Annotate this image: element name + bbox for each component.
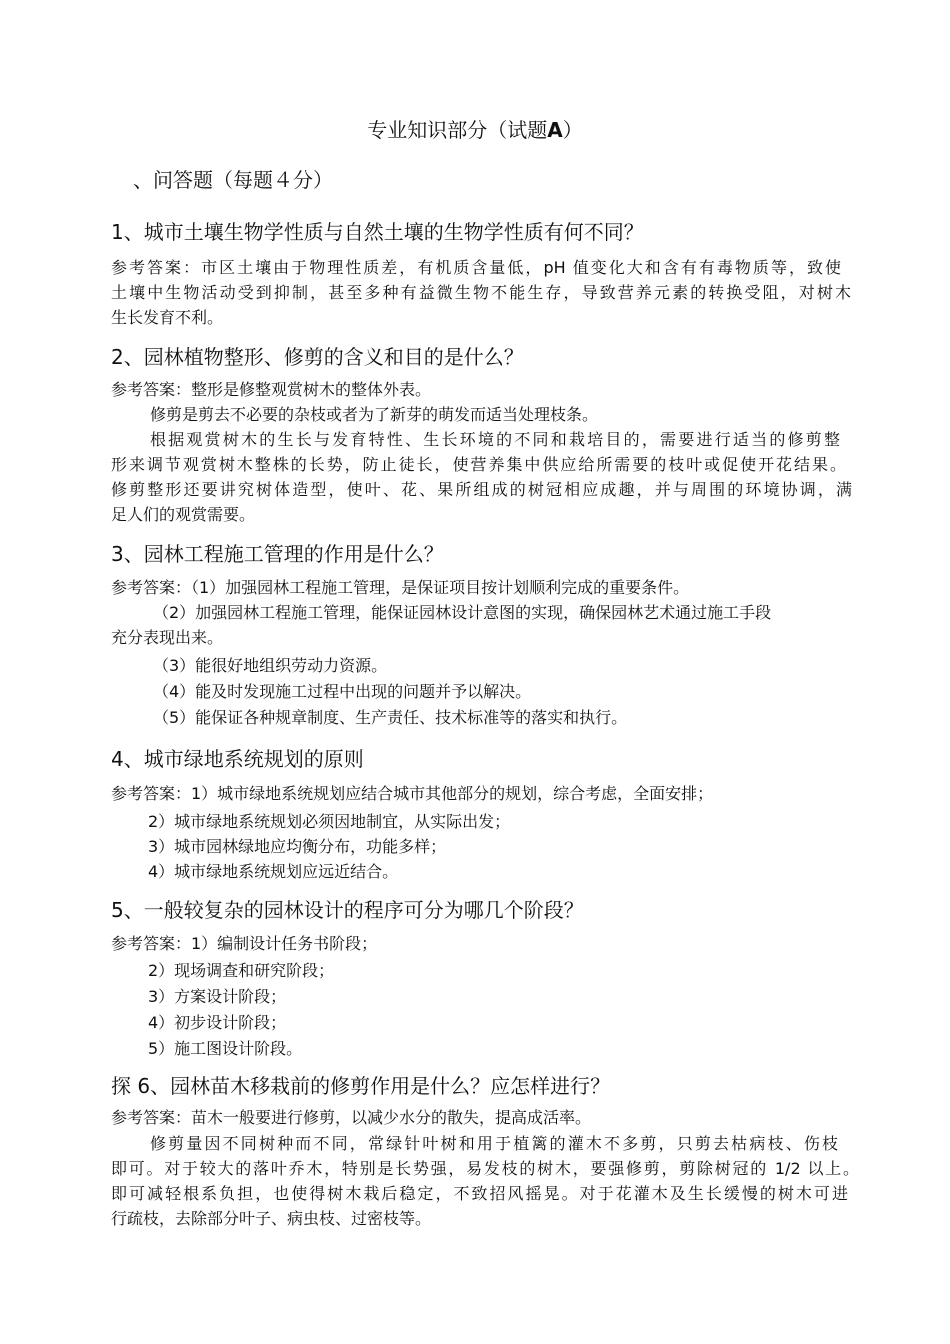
answer-3-line-2: （2）加强园林工程施工管理，能保证园林设计意图的实现，确保园林艺术通过施工手段 bbox=[153, 603, 772, 622]
question-5: 5、一般较复杂的园林设计的程序可分为哪几个阶段？ bbox=[111, 898, 584, 922]
answer-2-line-6: 足人们的观赏需要。 bbox=[111, 505, 256, 524]
question-6: 探 6、园林苗木移栽前的修剪作用是什么？应怎样进行？ bbox=[111, 1074, 611, 1098]
answer-2-line-2: 修剪是剪去不必要的杂枝或者为了新芽的萌发而适当处理枝条。 bbox=[150, 405, 599, 424]
title-text: 专业知识部分（试题 bbox=[367, 118, 548, 142]
answer-6-line-2: 修剪量因不同树种而不同，常绿针叶树和用于植篱的灌木不多剪，只剪去枯病枝、伤枝 bbox=[150, 1134, 838, 1153]
section-heading: 、问答题（每题４分） bbox=[133, 168, 333, 192]
question-3: 3、园林工程施工管理的作用是什么？ bbox=[111, 542, 444, 566]
answer-3-line-3: 充分表现出来。 bbox=[111, 628, 224, 647]
question-1: 1、城市土壤生物学性质与自然土壤的生物学性质有何不同？ bbox=[111, 220, 644, 244]
answer-2-line-1: 参考答案：整形是修整观赏树木的整体外表。 bbox=[111, 380, 432, 399]
answer-6-line-4: 即可减轻根系负担，也使得树木栽后稳定，不致招风摇晃。对于花灌木及生长缓慢的树木可进 bbox=[111, 1184, 848, 1203]
answer-2-line-4: 形来调节观赏树木整株的长势，防止徒长，使营养集中供应给所需要的枝叶或促使开花结果。 bbox=[111, 455, 846, 474]
answer-5-line-2: 2）现场调查和研究阶段； bbox=[148, 961, 335, 980]
answer-2-line-3: 根据观赏树木的生长与发育特性、生长环境的不同和栽培目的，需要进行适当的修剪整 bbox=[150, 430, 840, 449]
page-title bbox=[0, 114, 950, 143]
answer-3-line-4: （3）能很好地组织劳动力资源。 bbox=[153, 656, 388, 675]
answer-4-line-2: 2）城市绿地系统规划必须因地制宜，从实际出发； bbox=[148, 812, 511, 831]
question-2: 2、园林植物整形、修剪的含义和目的是什么？ bbox=[111, 345, 524, 369]
answer-3-line-6: （5）能保证各种规章制度、生产责任、技术标准等的落实和执行。 bbox=[153, 708, 628, 727]
answer-5-line-4: 4）初步设计阶段； bbox=[148, 1013, 287, 1032]
question-4: 4、城市绿地系统规划的原则 bbox=[111, 747, 364, 771]
answer-5-line-3: 3）方案设计阶段； bbox=[148, 987, 287, 1006]
answer-3-line-1: 参考答案：（1）加强园林工程施工管理，是保证项目按计划顺利完成的重要条件。 bbox=[111, 578, 690, 597]
title-close: ） bbox=[562, 118, 583, 142]
answer-6-line-3: 即可。对于较大的落叶乔木，特别是长势强，易发枝的树木，要强修剪，剪除树冠的 1/2 以上。 bbox=[111, 1159, 859, 1178]
answer-5-line-5: 5）施工图设计阶段。 bbox=[148, 1039, 303, 1058]
answer-3-line-5: （4）能及时发现施工过程中出现的问题并予以解决。 bbox=[153, 682, 532, 701]
answer-4-line-3: 3）城市园林绿地应均衡分布，功能多样； bbox=[148, 837, 447, 856]
answer-4-line-4: 4）城市绿地系统规划应远近结合。 bbox=[148, 862, 399, 881]
answer-6-line-1: 参考答案：苗木一般要进行修剪，以减少水分的散失，提高成活率。 bbox=[111, 1108, 592, 1127]
answer-1-line-2: 土壤中生物活动受到抑制，甚至多种有益微生物不能生存，导致营养元素的转换受阻，对树木 bbox=[111, 283, 851, 302]
answer-1-line-1: 参考答案：市区土壤由于物理性质差，有机质含量低，pH 值变化大和含有有毒物质等，致使 bbox=[111, 258, 841, 277]
answer-5-line-1: 参考答案：1）编制设计任务书阶段； bbox=[111, 934, 378, 953]
answer-6-line-5: 行疏枝，去除部分叶子、病虫枝、过密枝等。 bbox=[111, 1209, 432, 1228]
answer-4-line-1: 参考答案：1）城市绿地系统规划应结合城市其他部分的规划，综合考虑，全面安排； bbox=[111, 784, 714, 803]
answer-2-line-5: 修剪整形还要讲究树体造型，使叶、花、果所组成的树冠相应成趣，并与周围的环境协调，满 bbox=[111, 480, 852, 499]
title-letter: A bbox=[547, 118, 563, 142]
answer-1-line-3: 生长发育不利。 bbox=[111, 308, 224, 327]
